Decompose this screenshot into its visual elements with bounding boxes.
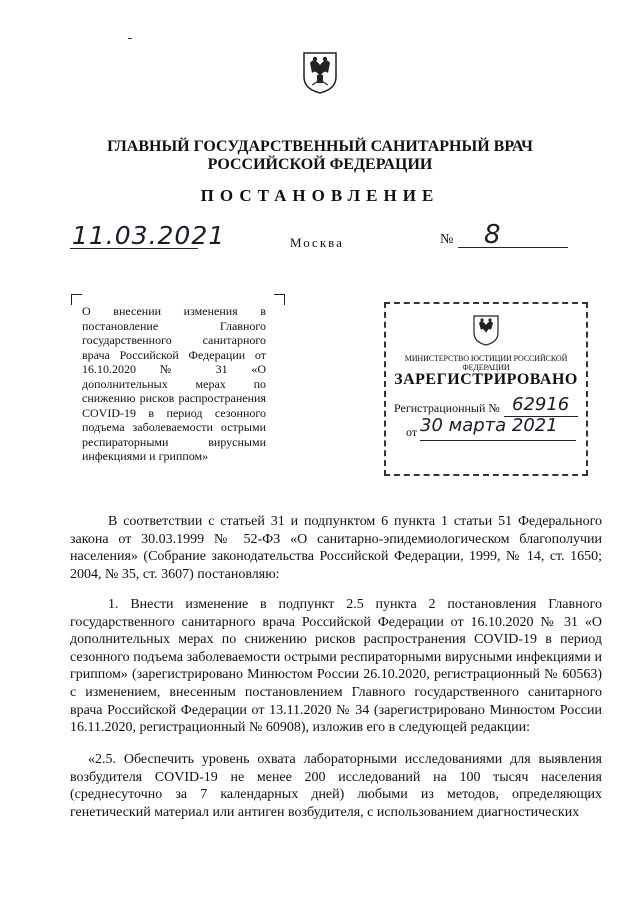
subject-bracket-right [274, 294, 285, 305]
subject-bracket-left [71, 294, 82, 305]
date-underline [70, 248, 198, 249]
paragraph-item-1: 1. Внести изменение в подпункт 2.5 пункта 2 постановления Главного государственного санитарного врача Российской Федерации от 16.10.2020 № 31 «О дополнительных мерах по снижению рисков распространения COVID-19 в период сезонного подъема заболеваемости острыми респираторными вирусными инфекциями и гриппом» (зарегистрировано Минюстом России 26.10.2020, регистрационный № 60563) с изменением, внесенным постановлением Главного государственного санитарного врача Российской Федерации от 13.11.2020 № 34 (зарегистрировано Минюстом России 16.11.2020, регистрационный № 60908), изложив его в следующей редакции: [70, 597, 602, 736]
stamp-from-label: от [406, 425, 418, 439]
document-city: Москва [290, 235, 344, 250]
document-subject: О внесении изменения в постановление Главного государственного санитарного врача Российской Федерации от 16.10.2020 № 31 «О дополнительных мерах по снижению рисков распространения COVID-19 в период сезонного подъема заболеваемости острыми респираторными вирусными инфекциями и гриппом» [82, 304, 266, 463]
paragraph-preamble: В соответствии с статьей 31 и подпунктом 6 пункта 1 статьи 51 Федерального закона от 30.03.1999 № 52-ФЗ «О санитарно-эпидемиологическом благополучии населения» (Собрание законодательства Российской Федерации, 1999, № 14, ст. 1650; 2004, № 35, ст. 3607) постановляю: [70, 514, 602, 582]
document-type: ПОСТАНОВЛЕНИЕ [200, 186, 440, 205]
stamp-ministry: МИНИСТЕРСТВО ЮСТИЦИИ РОССИЙСКОЙ ФЕДЕРАЦИИ [404, 354, 568, 372]
stamp-from-date: 30 марта 2021 [420, 415, 558, 436]
number-label: № [440, 232, 454, 247]
scan-mark [128, 38, 132, 39]
issuer-title-line1: ГЛАВНЫЙ ГОСУДАРСТВЕННЫЙ САНИТАРНЫЙ ВРАЧ [107, 138, 533, 155]
number-underline [458, 247, 568, 248]
stamp-registered: ЗАРЕГИСТРИРОВАНО [394, 371, 578, 388]
stamp-coat-of-arms-icon [470, 312, 502, 346]
issuer-title-line2: РОССИЙСКОЙ ФЕДЕРАЦИИ [207, 156, 433, 173]
stamp-reg-number: 62916 [512, 394, 570, 415]
stamp-reg-number-label: Регистрационный № [394, 401, 500, 415]
registration-stamp [384, 302, 588, 476]
coat-of-arms-icon [298, 47, 342, 95]
paragraph-item-2-5: «2.5. Обеспечить уровень охвата лабораторными исследованиями для выявления возбудителя COVID-19 не менее 200 исследований на 100 тысяч населения (среднесуточно за 7 календарных дней) любыми из методов, определяющих генетический материал или антиген возбудителя, с использованием диагностических [70, 752, 602, 820]
document-date: 11.03.2021 [72, 221, 226, 250]
document-number: 8 [484, 220, 501, 250]
stamp-from-underline [420, 440, 576, 441]
